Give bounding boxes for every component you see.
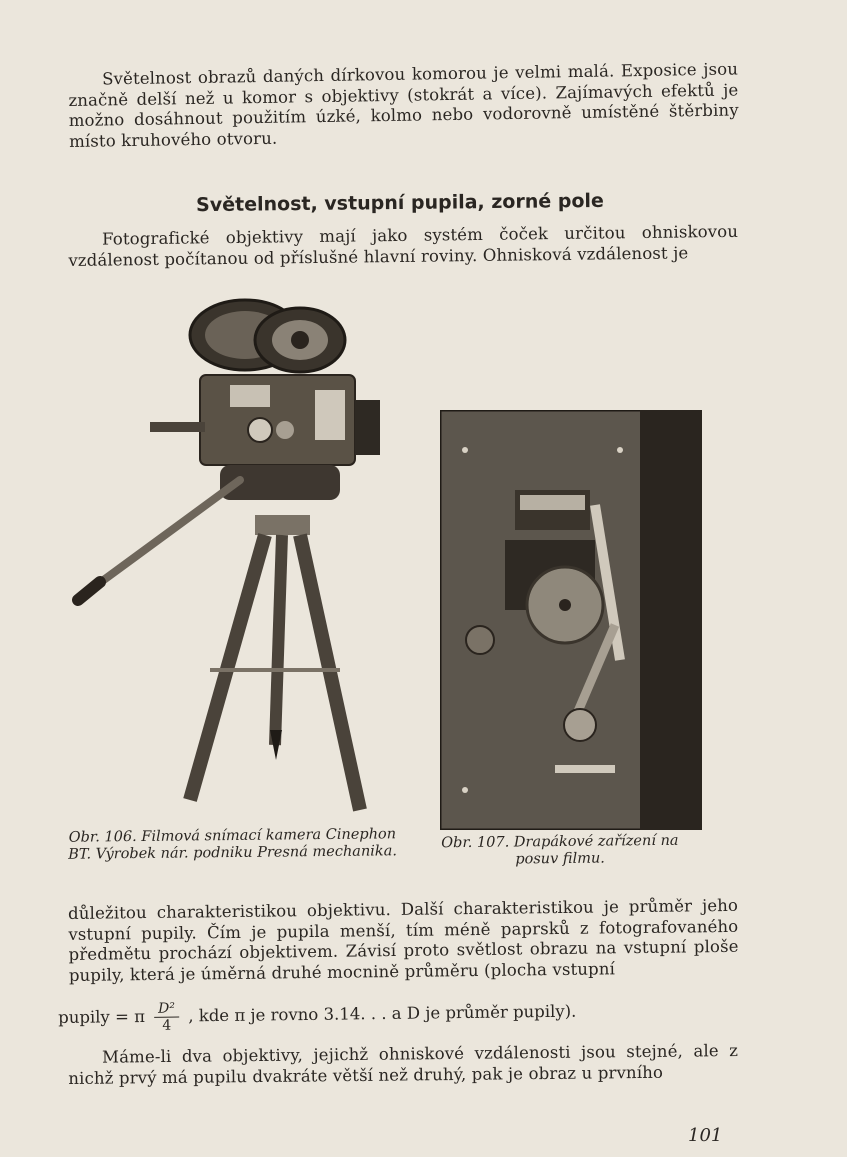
formula-suffix: , kde π je rovno 3.14. . . a D je průměr pupily). (188, 1001, 577, 1026)
formula-numerator: D² (154, 1001, 179, 1018)
area-formula-line (58, 993, 758, 1035)
page-number: 101 (688, 1125, 723, 1146)
lead-paragraph: Fotografické objektivy mají jako systém čoček určitou ohniskovou vzdálenost počítanou od příslušné hlavní roviny. Ohnisková vzdálenost je (68, 221, 739, 270)
pan-handle-icon (78, 480, 240, 600)
body-paragraph: důležitou charakteristikou objektivu. Další charakteristikou je průměr jeho vstupní pupily. Čím je pupila menší, tím méně paprsků z fotografovaného předmětu prochází objektivem. Závisí proto světlost obrazu na vstupní ploše pupily, která je úměrná druhé mocnině průměru (plocha vstupní (68, 895, 739, 985)
formula-prefix: pupily = π (58, 1006, 146, 1027)
film-claw-mechanism-photo (440, 410, 702, 830)
figure-107-caption: Obr. 107. Drapákové zařízení na posuv filmu. (441, 832, 679, 868)
formula-denominator: 4 (162, 1017, 172, 1034)
last-paragraph: Máme-li dva objektivy, jejichž ohniskové vzdálenosti jsou stejné, ale z nichž prvý má pupilu dvakráte větší než druhý, pak je obraz u prvního (68, 1040, 739, 1088)
film-magazine-icon (190, 300, 345, 372)
camera-tripod-photo (70, 290, 400, 830)
camera-body-icon (150, 375, 380, 500)
tripod-icon (190, 515, 360, 810)
section-heading: Světelnost, vstupní pupila, zorné pole (196, 189, 604, 217)
formula-fraction (154, 1001, 179, 1034)
intro-paragraph: Světelnost obrazů daných dírkovou komorou je velmi malá. Exposice jsou značně delší než u komor s objektivy (stokrát a více). Zajímavých efektů je možno dosáhnout použitím úzké, kolmo nebo vodorovně umístěné štěrbiny místo kruhového otvoru. (68, 59, 739, 151)
figure-106-caption: Obr. 106. Filmová snímací kamera Cinephon BT. Výrobek nár. podniku Presná mechanika. (68, 826, 398, 863)
